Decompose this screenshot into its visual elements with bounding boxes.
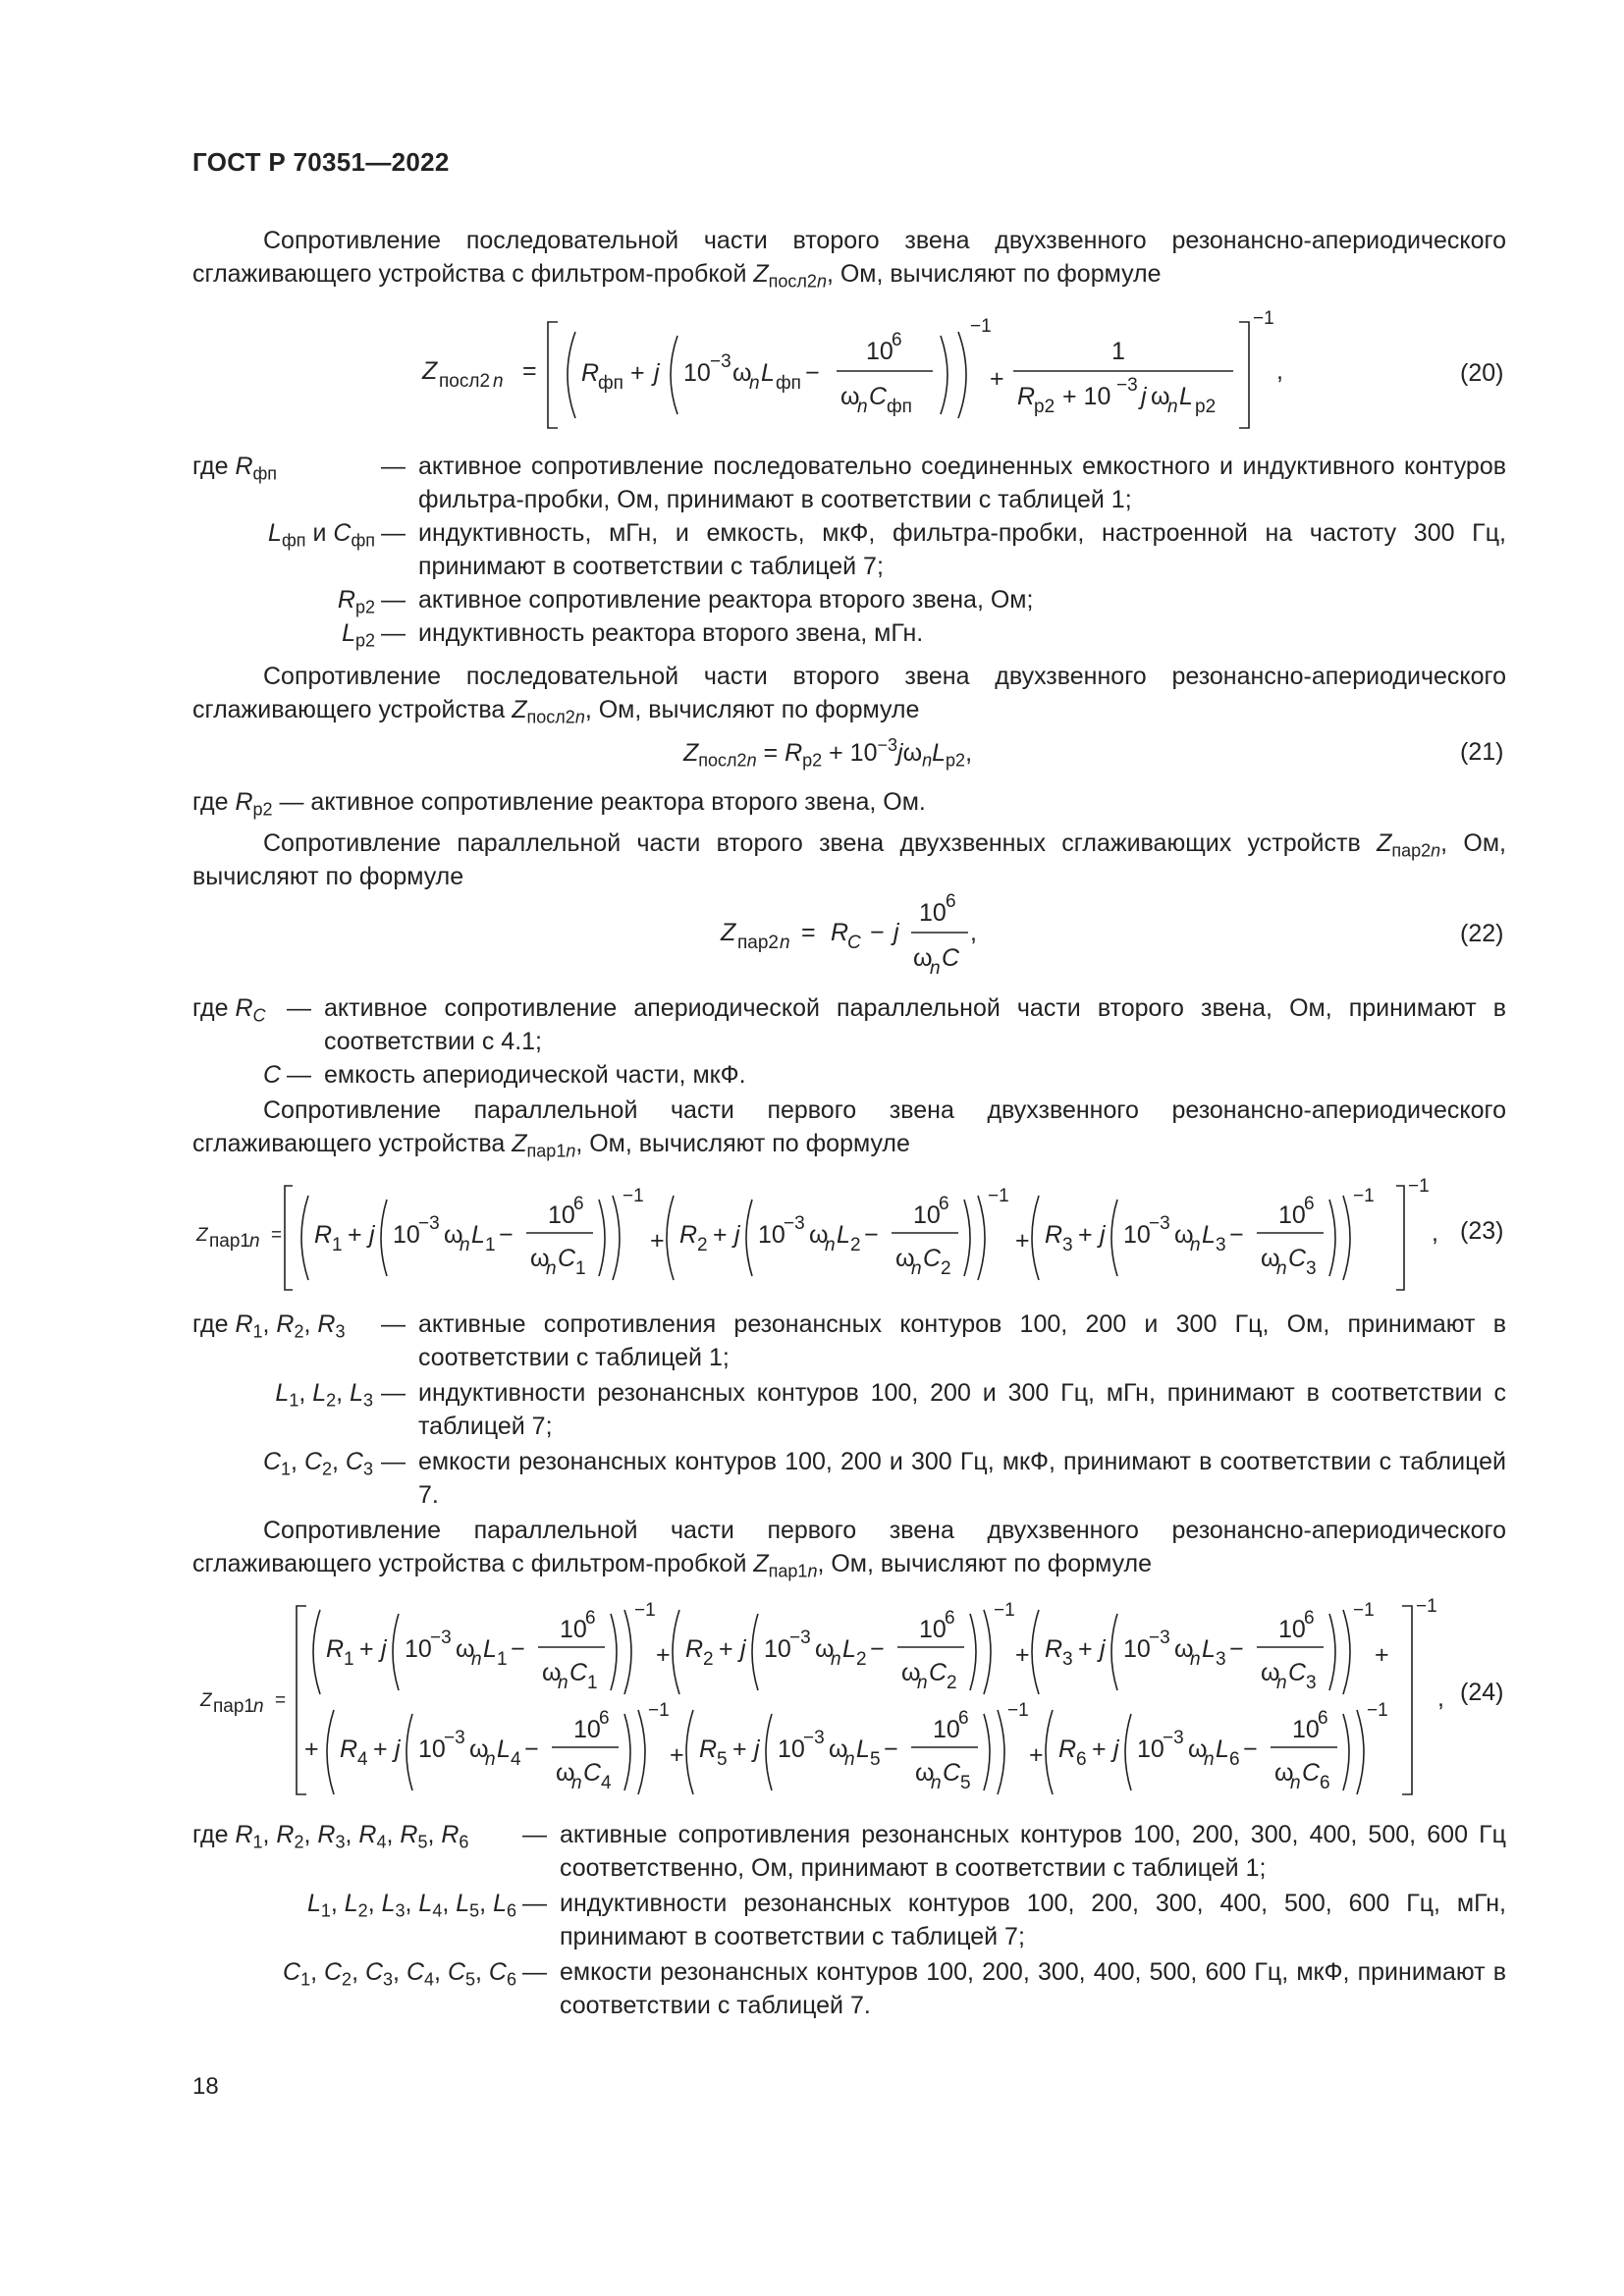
- svg-text:2: 2: [703, 1649, 714, 1670]
- svg-text:C: C: [923, 1245, 942, 1272]
- svg-text:R: R: [1045, 1635, 1063, 1663]
- svg-text:4: 4: [357, 1749, 368, 1770]
- def-text: индуктивность, мГн, и емкость, мкФ, фильтра-пробки, настроенной на частоту 300 Гц, принимают в соответствии с таблицей 7;: [418, 519, 1506, 580]
- svg-text:L: L: [837, 1221, 850, 1249]
- svg-text:2: 2: [947, 1673, 957, 1693]
- svg-text:n: n: [1276, 1673, 1287, 1693]
- svg-text:1: 1: [485, 1235, 496, 1255]
- svg-text:2: 2: [697, 1235, 708, 1255]
- svg-text:C: C: [869, 383, 888, 410]
- svg-text:Z: Z: [196, 1225, 208, 1246]
- svg-text:+: +: [1029, 1741, 1044, 1769]
- svg-text:L: L: [761, 359, 775, 387]
- svg-text:−: −: [1229, 1635, 1244, 1663]
- svg-text:ω: ω: [895, 1245, 915, 1272]
- svg-text:10: 10: [683, 359, 711, 387]
- def-term: где $R_C$: [192, 994, 266, 1026]
- svg-text:+: +: [373, 1735, 388, 1763]
- def-text: активное сопротивление реактора второго звена, Ом;: [418, 586, 1034, 614]
- svg-text:10: 10: [405, 1635, 432, 1663]
- svg-text:R: R: [831, 919, 849, 946]
- svg-text:10: 10: [1123, 1635, 1151, 1663]
- svg-text:j: j: [1100, 1221, 1106, 1249]
- svg-text:ω: ω: [469, 1735, 489, 1763]
- svg-text:=: =: [275, 1690, 287, 1711]
- paragraph-4: Сопротивление параллельной части первого звена двухзвенного резонансно-апериодического сглаживающего устройства $Z_{пар1n}$, Ом, вычисляют по формуле: [192, 1096, 1506, 1161]
- svg-text:−3: −3: [789, 1628, 811, 1648]
- svg-text:C: C: [558, 1245, 576, 1272]
- svg-text:C: C: [847, 933, 861, 953]
- svg-text:ω: ω: [913, 944, 933, 972]
- svg-text:+: +: [670, 1741, 684, 1769]
- svg-text:−1: −1: [648, 1700, 670, 1721]
- svg-text:n: n: [1190, 1649, 1201, 1670]
- svg-text:+: +: [304, 1735, 319, 1763]
- paragraph-5: Сопротивление параллельной части первого звена двухзвенного резонансно-апериодического сглаживающего устройства с фильтром-пробкой $Z_{пар1n}$, Ом, вычисляют по формуле: [192, 1517, 1506, 1581]
- svg-text:−1: −1: [1408, 1176, 1430, 1197]
- svg-text:R: R: [1017, 383, 1036, 410]
- svg-text:=: =: [801, 919, 816, 946]
- svg-text:пар1: пар1: [209, 1231, 250, 1252]
- svg-text:10: 10: [913, 1201, 941, 1229]
- svg-text:C: C: [569, 1659, 588, 1686]
- svg-text:R: R: [1058, 1735, 1077, 1763]
- svg-text:3: 3: [1216, 1235, 1226, 1255]
- svg-text:+: +: [650, 1227, 665, 1255]
- svg-text:ω: ω: [732, 359, 752, 387]
- svg-text:6: 6: [946, 891, 956, 912]
- svg-text:ω: ω: [809, 1221, 829, 1249]
- svg-text:1: 1: [587, 1673, 598, 1693]
- svg-text:2: 2: [856, 1649, 867, 1670]
- svg-text:6: 6: [939, 1194, 949, 1214]
- svg-text:−3: −3: [444, 1728, 465, 1748]
- svg-text:−: −: [1229, 1221, 1244, 1249]
- svg-text:j: j: [754, 1735, 760, 1763]
- def-term: где $R_{фп}$: [192, 453, 278, 484]
- def-term: $L_1$, $L_2$, $L_3$: [275, 1379, 373, 1411]
- svg-text:−3: −3: [803, 1728, 825, 1748]
- def-term: $C_1$, $C_2$, $C_3$, $C_4$, $C_5$, $C_6$: [283, 1958, 516, 1990]
- svg-text:6: 6: [1318, 1708, 1328, 1729]
- svg-text:10: 10: [1292, 1716, 1320, 1743]
- svg-text:ω: ω: [1274, 1759, 1294, 1787]
- svg-text:10: 10: [919, 1616, 947, 1643]
- svg-text:=: =: [522, 357, 537, 385]
- svg-text:ω: ω: [1151, 383, 1170, 410]
- formula-23: [192, 1174, 1518, 1302]
- svg-text:10: 10: [764, 1635, 791, 1663]
- svg-text:Z: Z: [721, 919, 736, 946]
- def-text: активные сопротивления резонансных контуров 100, 200 и 300 Гц, Ом, принимают в соответствии с таблицей 1;: [418, 1310, 1506, 1371]
- svg-text:−3: −3: [1116, 375, 1138, 396]
- svg-text:10: 10: [560, 1616, 587, 1643]
- def-text: индуктивности резонансных контуров 100, 200 и 300 Гц, мГн, принимают в соответствии с таблицей 7;: [418, 1379, 1506, 1440]
- svg-text:10: 10: [1137, 1735, 1164, 1763]
- equation-number-20: (20): [1460, 359, 1504, 387]
- def-term: $L_{фп}$ и $C_{фп}$: [268, 519, 375, 551]
- svg-text:3: 3: [1306, 1258, 1317, 1279]
- svg-text:10: 10: [866, 338, 893, 365]
- svg-text:+: +: [630, 359, 645, 387]
- svg-text:посл2: посл2: [439, 371, 491, 392]
- svg-text:р2: р2: [1034, 397, 1056, 417]
- definitions-23: где $R_1$, $R_2$, $R_3$ — активные сопротивления резонансных контуров 100, 200 и 300 Гц, Ом, принимают в соответствии с таблицей 1; $L_1$, $L_2$, $L_3$ — индуктивности резонансных контуров 100, 200 и 300 Гц, мГн, принимают в соответствии с таблицей 7; $C_1$, $C_2$, $C_3$ — емкости резонансных контуров 100, 200 и 300 Гц, мкФ, принимают в соответствии с таблицей 7.: [192, 1308, 1506, 1510]
- svg-text:n: n: [1290, 1773, 1301, 1793]
- svg-text:,: ,: [1437, 1684, 1444, 1712]
- svg-text:−: −: [511, 1635, 525, 1663]
- def-term: $L_{р2}$: [342, 619, 375, 651]
- formula-20: [412, 304, 1296, 437]
- svg-text:+: +: [1015, 1641, 1030, 1669]
- svg-text:10: 10: [758, 1221, 785, 1249]
- svg-text:1: 1: [497, 1649, 508, 1670]
- svg-text:−: −: [1243, 1735, 1258, 1763]
- def-text: емкости резонансных контуров 100, 200, 300, 400, 500, 600 Гц, мкФ, принимают в соответствии с таблицей 7.: [560, 1958, 1506, 2019]
- svg-text:−1: −1: [970, 316, 992, 337]
- svg-text:−: −: [524, 1735, 539, 1763]
- svg-text:n: n: [1204, 1749, 1215, 1770]
- paragraph-2: Сопротивление последовательной части второго звена двухзвенного резонансно-апериодического сглаживающего устройства $Z_{посл2n}$, Ом, вычисляют по формуле: [192, 663, 1506, 727]
- svg-text:n: n: [546, 1258, 557, 1279]
- def-text: активное сопротивление последовательно соединенных емкостного и индуктивного контуров фильтра-пробки, Ом, принимают в соответствии с таблицей 1;: [418, 453, 1506, 513]
- paragraph-3: Сопротивление параллельной части второго звена двухзвенных сглаживающих устройств $Z_{пар2n}$, Ом, вычисляют по формуле: [192, 829, 1506, 890]
- svg-text:n: n: [253, 1696, 264, 1717]
- svg-text:−: −: [864, 1221, 879, 1249]
- svg-text:2: 2: [941, 1258, 951, 1279]
- svg-text:ω: ω: [1261, 1245, 1280, 1272]
- svg-text:ω: ω: [829, 1735, 848, 1763]
- svg-text:=: =: [271, 1225, 283, 1246]
- svg-text:+: +: [656, 1641, 671, 1669]
- svg-text:5: 5: [717, 1749, 728, 1770]
- svg-text:j: j: [1100, 1635, 1106, 1663]
- svg-text:10: 10: [1123, 1221, 1151, 1249]
- svg-text:3: 3: [1306, 1673, 1317, 1693]
- svg-text:R: R: [699, 1735, 718, 1763]
- svg-text:+: +: [348, 1221, 362, 1249]
- svg-text:n: n: [930, 958, 941, 979]
- svg-text:C: C: [942, 944, 960, 972]
- term-2: [667, 1186, 1009, 1280]
- svg-text:−: −: [870, 1635, 885, 1663]
- svg-text:+: +: [1078, 1635, 1093, 1663]
- def-text: емкости резонансных контуров 100, 200 и 300 Гц, мкФ, принимают в соответствии с таблицей 7.: [418, 1448, 1506, 1509]
- svg-text:L: L: [471, 1221, 485, 1249]
- svg-text:−3: −3: [430, 1628, 452, 1648]
- svg-text:ω: ω: [444, 1221, 463, 1249]
- svg-text:−1: −1: [1253, 308, 1274, 329]
- svg-text:−1: −1: [1416, 1596, 1437, 1617]
- svg-text:6: 6: [892, 330, 902, 350]
- svg-text:−1: −1: [1353, 1186, 1375, 1206]
- svg-text:−3: −3: [418, 1213, 440, 1234]
- svg-text:R: R: [340, 1735, 358, 1763]
- svg-text:10: 10: [573, 1716, 601, 1743]
- svg-text:+: +: [719, 1635, 733, 1663]
- svg-text:n: n: [558, 1673, 568, 1693]
- svg-text:−: −: [870, 919, 885, 946]
- svg-text:n: n: [749, 373, 760, 394]
- svg-text:6: 6: [1304, 1194, 1315, 1214]
- term-1: [301, 1186, 644, 1280]
- equation-number-21: (21): [1460, 738, 1504, 766]
- svg-text:3: 3: [1062, 1235, 1073, 1255]
- svg-text:R: R: [685, 1635, 704, 1663]
- formula-21: $Z_{посл2n} = R_{р2} + 10^{-3}j\omega_nL_{р2}$,: [683, 735, 973, 771]
- term-3: [1032, 1186, 1375, 1280]
- svg-text:n: n: [917, 1673, 928, 1693]
- svg-text:ω: ω: [901, 1659, 921, 1686]
- svg-text:+: +: [1092, 1735, 1107, 1763]
- svg-text:+: +: [1015, 1227, 1030, 1255]
- svg-text:ω: ω: [456, 1635, 475, 1663]
- svg-text:ω: ω: [840, 383, 860, 410]
- svg-text:L: L: [842, 1635, 856, 1663]
- equation-number-22: (22): [1460, 920, 1504, 947]
- svg-text:3: 3: [1062, 1649, 1073, 1670]
- svg-text:R: R: [326, 1635, 345, 1663]
- svg-text:n: n: [844, 1749, 855, 1770]
- svg-text:6: 6: [1229, 1749, 1240, 1770]
- svg-text:1: 1: [1111, 338, 1125, 365]
- svg-text:−1: −1: [994, 1600, 1015, 1621]
- svg-text:р2: р2: [1195, 397, 1217, 417]
- svg-text:,: ,: [970, 919, 977, 946]
- svg-text:C: C: [583, 1759, 602, 1787]
- svg-text:−1: −1: [988, 1186, 1009, 1206]
- svg-text:R: R: [314, 1221, 333, 1249]
- svg-text:n: n: [493, 371, 504, 392]
- formula-24: [192, 1594, 1518, 1800]
- svg-text:n: n: [931, 1773, 942, 1793]
- svg-text:10: 10: [1278, 1201, 1306, 1229]
- svg-text:10: 10: [919, 899, 947, 927]
- svg-text:ω: ω: [1188, 1735, 1208, 1763]
- svg-text:10: 10: [548, 1201, 575, 1229]
- document-header: ГОСТ Р 70351—2022: [192, 147, 450, 177]
- svg-text:L: L: [483, 1635, 497, 1663]
- svg-text:+: +: [713, 1221, 728, 1249]
- svg-text:10: 10: [1278, 1616, 1306, 1643]
- svg-text:L: L: [497, 1735, 511, 1763]
- def-term: $R_{р2}$: [337, 586, 375, 617]
- equation-number-24: (24): [1460, 1679, 1504, 1706]
- svg-text:,: ,: [1432, 1219, 1438, 1247]
- def-text: активное сопротивление апериодической параллельной части второго звена, Ом, принимают в соответствии с 4.1;: [324, 994, 1506, 1055]
- svg-text:n: n: [249, 1231, 260, 1252]
- svg-text:1: 1: [332, 1235, 343, 1255]
- svg-text:R: R: [1045, 1221, 1063, 1249]
- svg-text:n: n: [1190, 1235, 1201, 1255]
- svg-text:6: 6: [1076, 1749, 1087, 1770]
- svg-text:C: C: [1288, 1245, 1307, 1272]
- svg-text:n: n: [460, 1235, 470, 1255]
- def-term: C: [262, 1061, 281, 1089]
- svg-text:−1: −1: [634, 1600, 656, 1621]
- svg-text:ω: ω: [530, 1245, 550, 1272]
- def-term: $L_1$, $L_2$, $L_3$, $L_4$, $L_5$, $L_6$: [306, 1890, 516, 1921]
- svg-text:n: n: [911, 1258, 922, 1279]
- svg-text:пар1: пар1: [213, 1696, 254, 1717]
- svg-text:n: n: [471, 1649, 482, 1670]
- svg-text:5: 5: [960, 1773, 971, 1793]
- svg-text:6: 6: [1320, 1773, 1330, 1793]
- svg-text:2: 2: [850, 1235, 861, 1255]
- svg-text:6: 6: [1304, 1608, 1315, 1629]
- svg-text:10: 10: [778, 1735, 805, 1763]
- svg-text:ω: ω: [815, 1635, 835, 1663]
- svg-text:L: L: [1179, 383, 1193, 410]
- svg-text:6: 6: [573, 1194, 584, 1214]
- svg-text:n: n: [831, 1649, 841, 1670]
- svg-text:n: n: [1167, 397, 1178, 417]
- svg-text:−3: −3: [1149, 1213, 1170, 1234]
- def-term: где $R_1$, $R_2$, $R_3$, $R_4$, $R_5$, $R_6$: [192, 1821, 469, 1852]
- svg-text:C: C: [1302, 1759, 1321, 1787]
- svg-text:6: 6: [585, 1608, 596, 1629]
- svg-text:,: ,: [1276, 357, 1283, 385]
- def-text: емкость апериодической части, мкФ.: [324, 1061, 746, 1089]
- def-term: где $R_1$, $R_2$, $R_3$: [192, 1310, 346, 1342]
- definitions-24: где $R_1$, $R_2$, $R_3$, $R_4$, $R_5$, $R_6$ — активные сопротивления резонансных контуров 100, 200, 300, 400, 500, 600 Гц соответственно, Ом, принимают в соответствии с таблицей 1; $L_1$, $L_2$, $L_3$, $L_4$, $L_5$, $L_6$ — индуктивности резонансных контуров 100, 200, 300, 400, 500, 600 Гц, мГн, принимают в соответствии с таблицей 7; $C_1$, $C_2$, $C_3$, $C_4$, $C_5$, $C_6$ — емкости резонансных контуров 100, 200, 300, 400, 500, 600 Гц, мкФ, принимают в соответствии с таблицей 7.: [192, 1818, 1506, 2024]
- svg-text:1: 1: [575, 1258, 586, 1279]
- svg-text:−: −: [884, 1735, 898, 1763]
- svg-text:j: j: [1113, 1735, 1119, 1763]
- def-term: $C_1$, $C_2$, $C_3$: [262, 1448, 373, 1479]
- row-2: [304, 1700, 1388, 1794]
- svg-text:Z: Z: [200, 1690, 212, 1711]
- svg-text:+ 10: + 10: [1062, 383, 1111, 410]
- svg-text:4: 4: [601, 1773, 612, 1793]
- def-text: индуктивность реактора второго звена, мГн.: [418, 619, 924, 647]
- svg-text:5: 5: [870, 1749, 881, 1770]
- page-number: 18: [192, 2073, 219, 2100]
- svg-text:6: 6: [945, 1608, 955, 1629]
- svg-text:j: j: [369, 1221, 375, 1249]
- svg-text:n: n: [571, 1773, 582, 1793]
- svg-text:j: j: [740, 1635, 746, 1663]
- svg-text:1: 1: [344, 1649, 354, 1670]
- paragraph-1: Сопротивление последовательной части второго звена двухзвенного резонансно-апериодического сглаживающего устройства с фильтром-пробкой $Z_{посл2n}$, Ом, вычисляют по формуле: [192, 227, 1506, 292]
- svg-text:−1: −1: [1353, 1600, 1375, 1621]
- svg-text:L: L: [1202, 1635, 1216, 1663]
- definitions-22: где $R_C$ — активное сопротивление апериодической параллельной части второго звена, Ом, принимают в соответствии с 4.1; C — емкость апериодической части, мкФ.: [192, 991, 1506, 1095]
- row-1: [313, 1600, 1389, 1694]
- svg-text:+: +: [732, 1735, 747, 1763]
- svg-text:j: j: [654, 359, 660, 387]
- svg-text:n: n: [485, 1749, 496, 1770]
- svg-text:фп: фп: [887, 397, 912, 417]
- svg-text:C: C: [943, 1759, 961, 1787]
- svg-text:+: +: [1375, 1641, 1389, 1669]
- svg-text:R: R: [581, 359, 600, 387]
- equation-number-23: (23): [1460, 1217, 1504, 1245]
- svg-text:−1: −1: [1007, 1700, 1029, 1721]
- svg-text:ω: ω: [915, 1759, 935, 1787]
- svg-text:j: j: [893, 919, 899, 946]
- svg-text:−: −: [805, 359, 820, 387]
- svg-text:ω: ω: [1174, 1635, 1194, 1663]
- svg-text:6: 6: [599, 1708, 610, 1729]
- svg-text:n: n: [857, 397, 868, 417]
- svg-text:−3: −3: [1149, 1628, 1170, 1648]
- svg-text:C: C: [1288, 1659, 1307, 1686]
- svg-text:−: −: [499, 1221, 514, 1249]
- svg-text:n: n: [1276, 1258, 1287, 1279]
- svg-text:+: +: [359, 1635, 374, 1663]
- svg-text:ω: ω: [542, 1659, 562, 1686]
- svg-text:+: +: [990, 365, 1004, 393]
- svg-text:пар2: пар2: [737, 933, 779, 953]
- svg-text:L: L: [856, 1735, 870, 1763]
- svg-text:10: 10: [393, 1221, 420, 1249]
- svg-text:j: j: [395, 1735, 401, 1763]
- svg-text:−3: −3: [1163, 1728, 1184, 1748]
- svg-text:−1: −1: [623, 1186, 644, 1206]
- svg-text:R: R: [679, 1221, 698, 1249]
- svg-text:6: 6: [958, 1708, 969, 1729]
- definitions-20: где $R_{фп}$ — активное сопротивление последовательно соединенных емкостного и индуктивного контуров фильтра-пробки, Ом, принимают в соответствии с таблицей 1; $L_{фп}$ и $C_{фп}$ — индуктивность, мГн, и емкость, мкФ, фильтра-пробки, настроенной на частоту 300 Гц, принимают в соответствии с таблицей 7; $R_{р2}$ — активное сопротивление реактора второго звена, Ом; $L_{р2}$ — индуктивность реактора второго звена, мГн.: [192, 450, 1506, 656]
- svg-text:j: j: [734, 1221, 740, 1249]
- svg-text:j: j: [381, 1635, 387, 1663]
- svg-text:ω: ω: [1261, 1659, 1280, 1686]
- svg-text:Z: Z: [422, 357, 438, 385]
- def-text: индуктивности резонансных контуров 100, 200, 300, 400, 500, 600 Гц, мГн, принимают в соответствии с таблицей 7;: [560, 1890, 1506, 1950]
- svg-text:n: n: [780, 933, 790, 953]
- svg-text:10: 10: [418, 1735, 446, 1763]
- def-text: активные сопротивления резонансных контуров 100, 200, 300, 400, 500, 600 Гц соответственно, Ом, принимают в соответствии с таблицей 1;: [560, 1821, 1506, 1882]
- svg-text:фп: фп: [776, 373, 801, 394]
- svg-text:−1: −1: [1367, 1700, 1388, 1721]
- svg-text:j: j: [1141, 383, 1147, 410]
- svg-text:+: +: [1078, 1221, 1093, 1249]
- svg-text:10: 10: [933, 1716, 960, 1743]
- definitions-21: где $R_{р2}$ — активное сопротивление реактора второго звена, Ом.: [192, 788, 926, 820]
- svg-text:фп: фп: [598, 373, 623, 394]
- svg-text:−3: −3: [784, 1213, 805, 1234]
- svg-text:L: L: [1202, 1221, 1216, 1249]
- svg-text:n: n: [825, 1235, 836, 1255]
- svg-text:L: L: [1216, 1735, 1229, 1763]
- svg-text:4: 4: [511, 1749, 521, 1770]
- svg-text:ω: ω: [1174, 1221, 1194, 1249]
- svg-text:ω: ω: [556, 1759, 575, 1787]
- svg-text:3: 3: [1216, 1649, 1226, 1670]
- svg-text:−3: −3: [710, 351, 731, 372]
- svg-text:C: C: [929, 1659, 947, 1686]
- formula-22: [717, 891, 1011, 982]
